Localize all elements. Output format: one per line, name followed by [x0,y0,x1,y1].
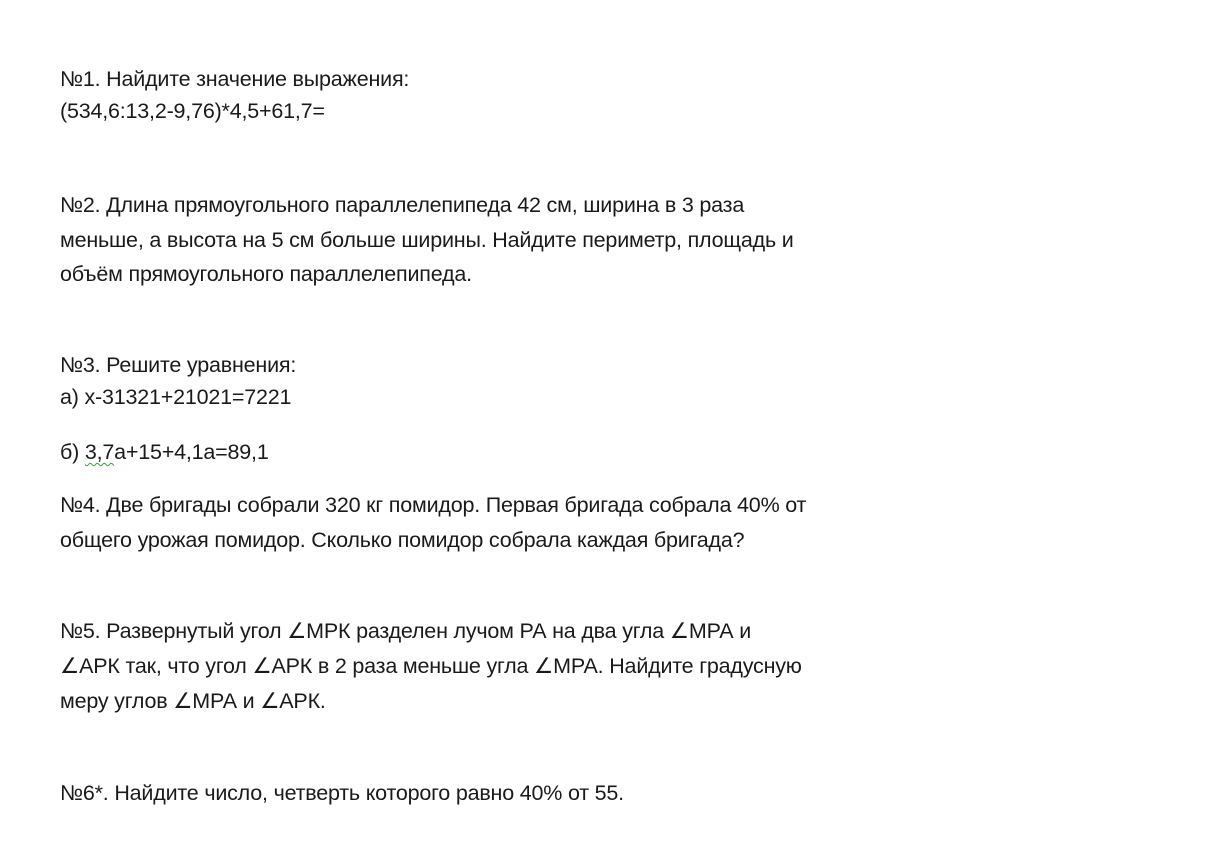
problem-3-equation-b [60,437,269,467]
equation-b-prefix: б) [60,440,85,464]
problem-1-title: №1. Найдите значение выражения: [60,67,410,91]
problem-2-line-2: меньше, а высота на 5 см больше ширины. Найдите периметр, площадь и [60,228,794,252]
problem-4-line-1: №4. Две бригады собрали 320 кг помидор. Первая бригада собрала 40% от [60,493,807,517]
problem-4-line-2: общего урожая помидор. Сколько помидор собрала каждая бригада? [60,528,745,552]
problem-2-line-3: объём прямоугольного параллелепипеда. [60,262,472,286]
worksheet-text-area [60,0,990,842]
equation-b-rest: a+15+4,1a=89,1 [114,440,269,464]
problem-2-line-1: №2. Длина прямоугольного параллелепипеда 42 см, ширина в 3 раза [60,193,745,217]
problem-3-equation-a: а) х-31321+21021=7221 [60,385,292,409]
problem-5-line-2: ∠АРК так, что угол ∠АРК в 2 раза меньше угла ∠МРА. Найдите градусную [60,654,802,678]
spellcheck-flagged-text: 3,7 [84,440,115,464]
problem-1-expression: (534,6:13,2-9,76)*4,5+61,7= [60,99,325,123]
problem-5-line-3: меру углов ∠МРА и ∠АРК. [60,689,326,713]
problem-6-line-1: №6*. Найдите число, четверть которого равно 40% от 55. [60,781,624,805]
problem-5-line-1: №5. Развернутый угол ∠МРК разделен лучом РА на два угла ∠МРА и [60,619,752,643]
problem-3-title: №3. Решите уравнения: [60,353,297,377]
